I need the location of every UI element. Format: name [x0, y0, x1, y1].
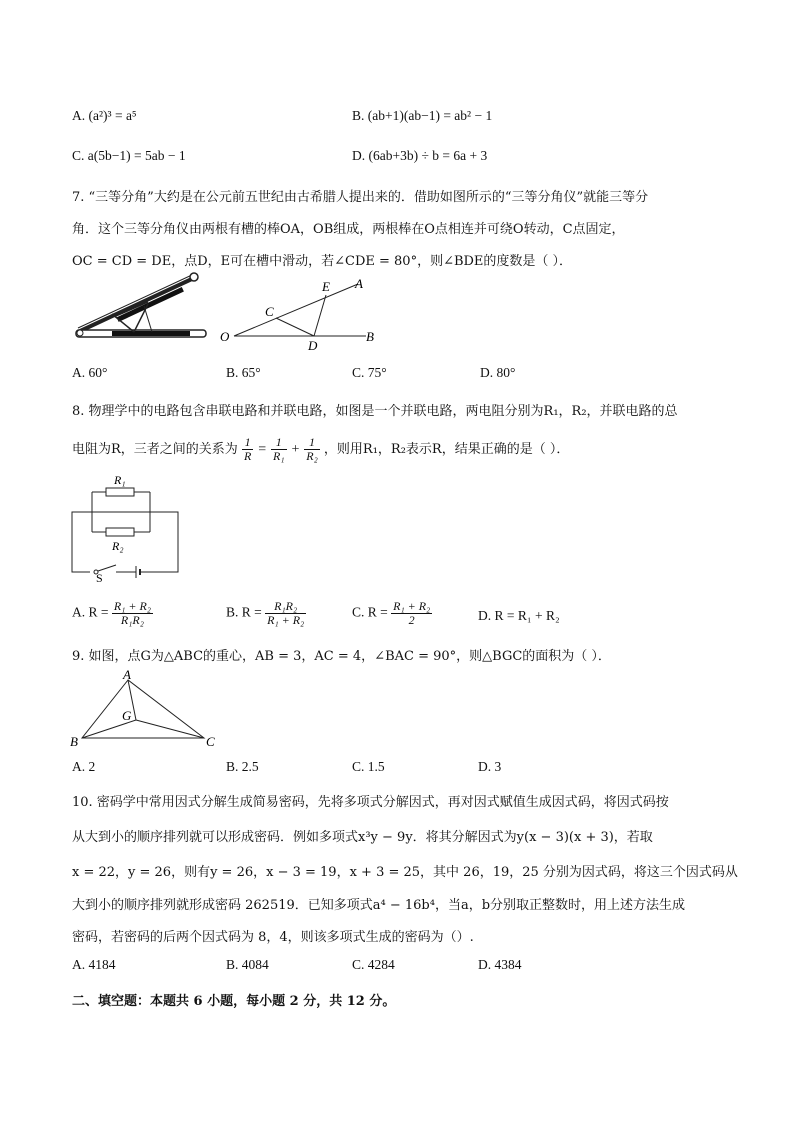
q8-line2-suffix: ，则用R₁，R₂表示R，结果正确的是（ ）．	[323, 442, 570, 457]
q8-text-line2: 电阻为R，三者之间的关系为 $\frac{1}{R}$ = $\frac{1}{\text{R₁}}$ + $\frac{1}{\text{R₂}}$ ，则用R₁，R₂表示R，结果正确的是（ ）．	[72, 435, 570, 463]
q8-line2-prefix: 电阻为R，三者之间的关系为	[72, 442, 238, 457]
circuit-label-r1: R₁	[114, 473, 126, 487]
q8-eq-r2: $\frac{1}{\text{R₂}}$	[306, 435, 318, 463]
q9-label-b: B	[70, 734, 78, 749]
q7-option-c: C. 75°	[352, 365, 387, 380]
q10-text-line5: 密码，若密码的后两个因式码为 8，4，则该多项式生成的密码为（）.	[72, 930, 474, 945]
trisector-device-illustration	[72, 272, 212, 344]
q8-eq-r1: $\frac{1}{\text{R₁}}$	[273, 435, 285, 463]
q10-text-line3: x = 22，y = 26，则有y = 26，x − 3 = 19，x + 3 = 25，其中 26，19，25 分别为因式码，将这三个因式码从	[72, 865, 738, 880]
q7-geometry-figure	[218, 274, 388, 354]
circuit-label-r2: R₂	[112, 539, 124, 553]
q8-text-line1: 8. 物理学中的电路包含串联电路和并联电路，如图是一个并联电路，两电阻分别为R₁，R₂，并联电路的总	[72, 404, 678, 419]
q6-option-c: C. a(5b−1) = 5ab − 1	[72, 148, 186, 163]
q10-option-a: A. 4184	[72, 957, 116, 972]
q7-label-e: E	[322, 279, 330, 294]
q9-option-a: A. 2	[72, 759, 96, 774]
q10-option-c: C. 4284	[352, 957, 395, 972]
q10-text-line2: 从大到小的顺序排列就可以形成密码．例如多项式x³y − 9y．将其分解因式为y(x − 3)(x + 3)，若取	[72, 830, 653, 845]
q9-option-c: C. 1.5	[352, 759, 385, 774]
q9-option-d: D. 3	[478, 759, 502, 774]
q7-text-line2: 角．这个三等分角仪由两根有槽的棒OA，OB组成，两根棒在O点相连并可绕O转动，C点固定，	[72, 222, 625, 237]
q6-option-a: A. (a²)³ = a⁵	[72, 108, 137, 123]
q9-label-g: G	[122, 708, 132, 723]
q7-text-line3: OC = CD = DE，点D，E可在槽中滑动，若∠CDE = 80°，则∠BDE的度数是（ ）．	[72, 254, 573, 269]
q7-option-a: A. 60°	[72, 365, 108, 380]
q7-label-c: C	[265, 304, 274, 319]
q10-text-line1: 10. 密码学中常用因式分解生成简易密码，先将多项式分解因式，再对因式赋值生成因式码，将因式码按	[72, 795, 669, 810]
q7-text-line1: 7. “三等分角”大约是在公元前五世纪由古希腊人提出来的．借助如图所示的“三等分角仪”就能三等分	[72, 190, 649, 205]
q8-option-c: C. R = $\frac{\text{R₁ + R₂}}{2}$	[352, 599, 431, 627]
q7-option-d: D. 80°	[480, 365, 516, 380]
q8-eq-lhs: $\frac{1}{R}$	[243, 435, 252, 463]
section-2-heading: 二、填空题：本题共 6 小题，每小题 2 分，共 12 分。	[72, 994, 396, 1009]
q8-option-b: B. R = $\frac{\text{R₁R₂}}{\text{R₁ + R₂}}$	[226, 599, 305, 627]
q10-text-line4: 大到小的顺序排列就形成密码 262519．已知多项式a⁴ − 16b⁴，当a，b分别取正整数时，用上述方法生成	[72, 898, 686, 913]
q7-label-a: A	[355, 276, 363, 291]
q9-option-b: B. 2.5	[226, 759, 259, 774]
parallel-circuit-diagram	[66, 470, 186, 582]
q9-triangle-figure	[68, 668, 220, 750]
q7-option-b: B. 65°	[226, 365, 261, 380]
q6-option-b: B. (ab+1)(ab−1) = ab² − 1	[352, 108, 493, 123]
q8-option-a: A. R = $\frac{\text{R₁ + R₂}}{\text{R₁R₂}}$	[72, 599, 151, 627]
q8-option-d: D. R = R₁ + R₂	[478, 608, 560, 623]
q10-option-b: B. 4084	[226, 957, 269, 972]
q7-label-o: O	[220, 329, 230, 344]
q10-option-d: D. 4384	[478, 957, 522, 972]
q9-label-a: A	[123, 668, 131, 682]
q7-label-d: D	[308, 338, 318, 353]
circuit-label-s: S	[96, 571, 103, 582]
q9-text-line1: 9. 如图，点G为△ABC的重心，AB = 3，AC = 4，∠BAC = 90°，则△BGC的面积为（ ）．	[72, 649, 611, 664]
q7-label-b: B	[366, 329, 374, 344]
q9-label-c: C	[206, 734, 215, 749]
q6-option-d: D. (6ab+3b) ÷ b = 6a + 3	[352, 148, 488, 163]
